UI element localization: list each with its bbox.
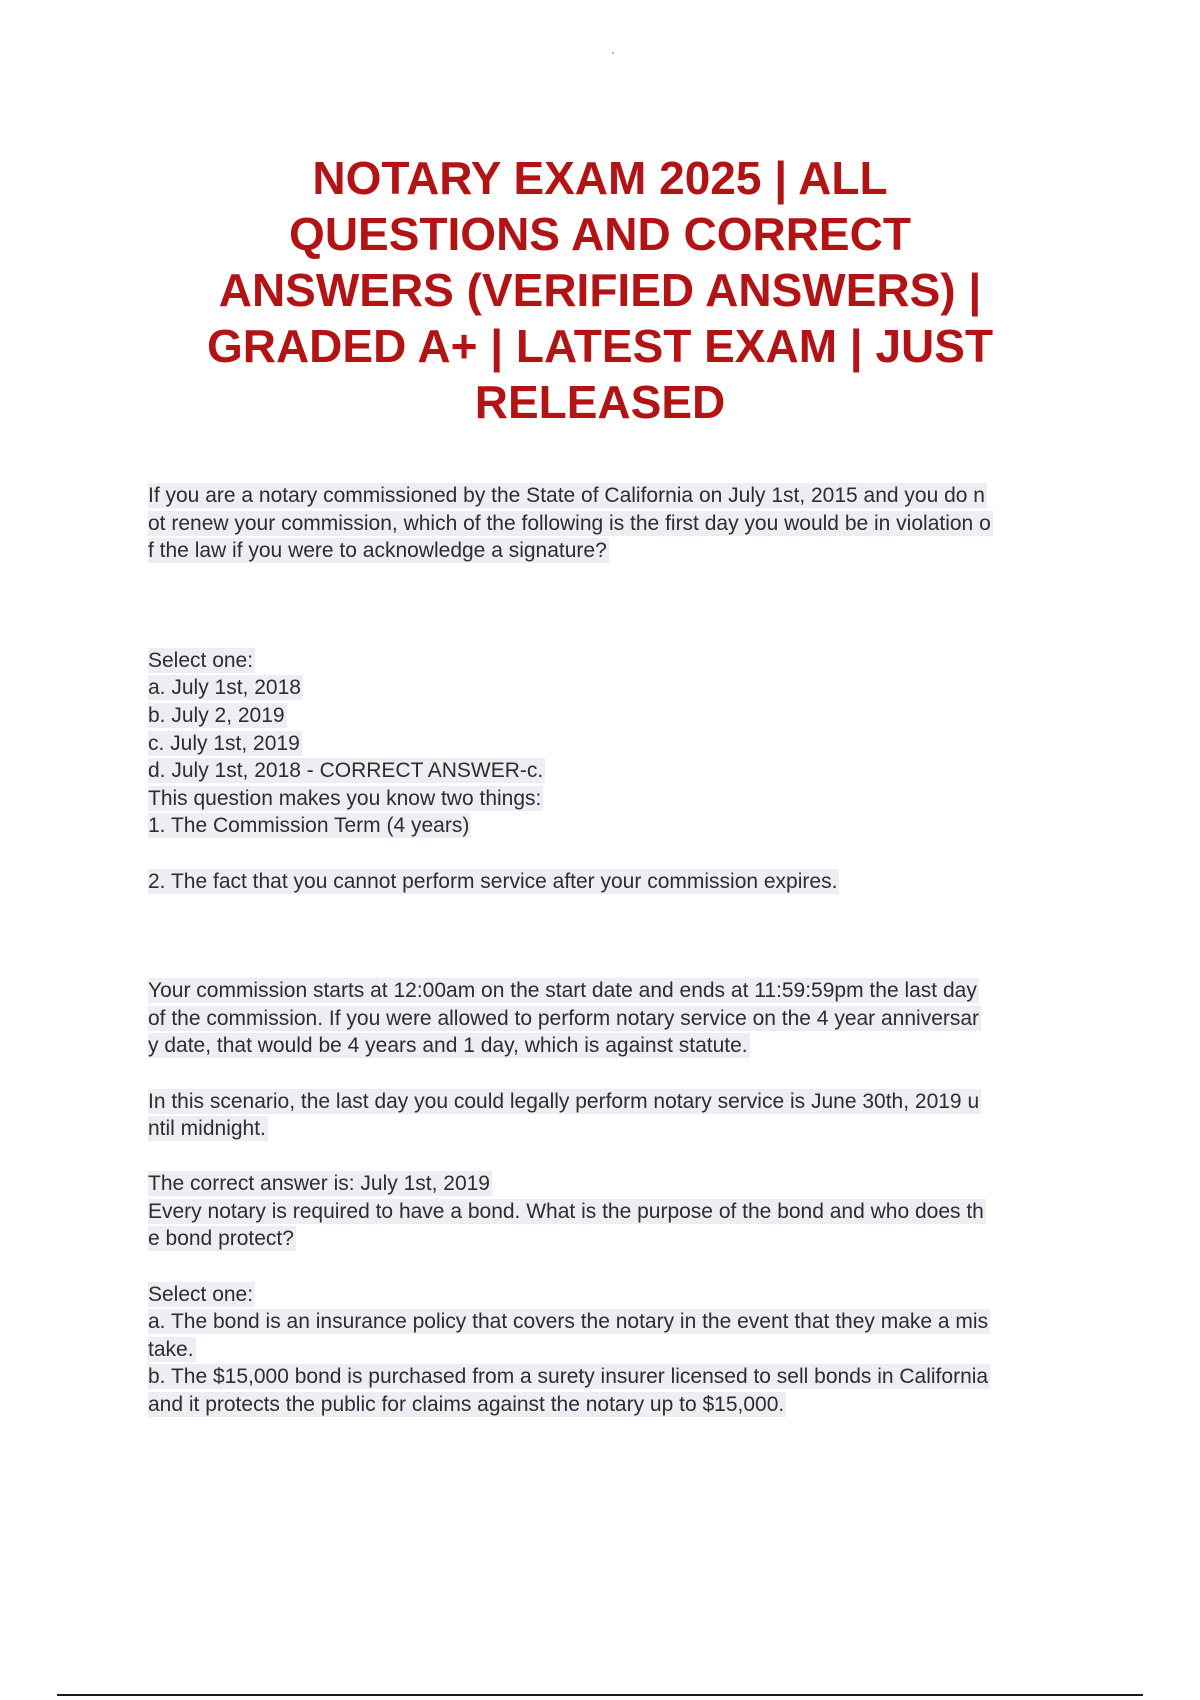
question-1-options	[148, 647, 1088, 895]
paragraph-line: ntil midnight.	[148, 1117, 266, 1141]
question-text-line: e bond protect?	[148, 1227, 294, 1251]
explanation-point-2: 2. The fact that you cannot perform service after your commission expires.	[148, 869, 838, 893]
option-a: a. The bond is an insurance policy that covers the notary in the event that they make a mis	[148, 1310, 989, 1334]
option-a-continued: take.	[148, 1337, 194, 1361]
question-text-line: ot renew your commission, which of the following is the first day you would be in violation o	[148, 511, 991, 535]
paragraph-line: y date, that would be 4 years and 1 day, which is against statute.	[148, 1034, 748, 1058]
select-one-label: Select one:	[148, 1282, 254, 1306]
paragraph-line: Your commission starts at 12:00am on the start date and ends at 11:59:59pm the last day	[148, 979, 977, 1003]
footer-rule	[57, 1694, 1143, 1696]
select-one-label: Select one:	[148, 648, 254, 672]
option-d-with-answer: d. July 1st, 2018 - CORRECT ANSWER-c.	[148, 759, 544, 783]
title-line: QUESTIONS AND CORRECT	[289, 208, 911, 260]
title-line: ANSWERS (VERIFIED ANSWERS) |	[218, 264, 982, 316]
question-text-line: If you are a notary commissioned by the State of California on July 1st, 2015 and you do n	[148, 484, 985, 507]
explanation-paragraph-1	[148, 977, 1088, 1060]
option-b: b. The $15,000 bond is purchased from a surety insurer licensed to sell bonds in California	[148, 1365, 989, 1389]
title-line: NOTARY EXAM 2025 | ALL	[312, 152, 888, 204]
question-text-line: f the law if you were to acknowledge a signature?	[148, 539, 607, 563]
question-text-line: Every notary is required to have a bond. What is the purpose of the bond and who does th	[148, 1199, 984, 1223]
paragraph-line: In this scenario, the last day you could legally perform notary service is June 30th, 2019 u	[148, 1089, 980, 1113]
option-a: a. July 1st, 2018	[148, 676, 301, 700]
document-title	[150, 150, 1050, 430]
question-2	[148, 1198, 1088, 1253]
paragraph-line: of the commission. If you were allowed to perform notary service on the 4 year anniversar	[148, 1006, 980, 1030]
title-line: RELEASED	[474, 376, 726, 428]
document-body	[148, 482, 1088, 1419]
explanation-intro: This question makes you know two things:	[148, 786, 542, 810]
correct-answer-statement: The correct answer is: July 1st, 2019	[148, 1172, 490, 1196]
explanation-point-1: 1. The Commission Term (4 years)	[148, 814, 470, 838]
option-c: c. July 1st, 2019	[148, 731, 300, 755]
explanation-paragraph-2	[148, 1088, 1088, 1143]
title-line: GRADED A+ | LATEST EXAM | JUST	[206, 320, 994, 372]
option-b-continued: and it protects the public for claims against the notary up to $15,000.	[148, 1393, 785, 1417]
question-2-options	[148, 1281, 1088, 1419]
question-1	[148, 482, 1088, 565]
option-b: b. July 2, 2019	[148, 703, 285, 727]
page-mark	[612, 52, 614, 54]
